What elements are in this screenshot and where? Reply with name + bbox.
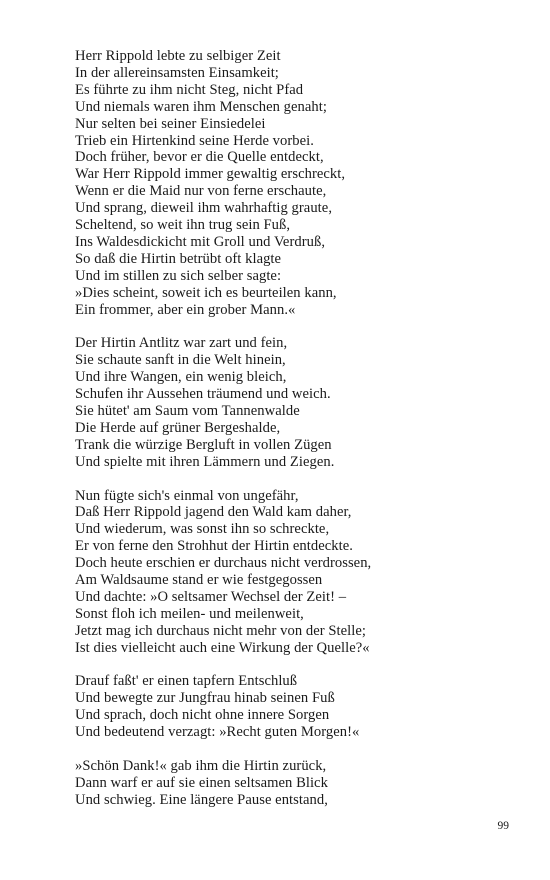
poem-line: War Herr Rippold immer gewaltig erschreckt, [75,166,346,183]
poem-line: Wenn er die Maid nur von ferne erschaute, [75,183,327,200]
poem-line: Dann warf er auf sie einen seltsamen Blick [75,774,328,791]
poem-line: Doch früher, bevor er die Quelle entdeckt, [75,149,324,166]
poem-line: Nun fügte sich's einmal von ungefähr, [75,487,299,504]
poem-line: Trank die würzige Bergluft in vollen Zügen [75,436,332,453]
poem-line: Daß Herr Rippold jagend den Wald kam daher, [75,504,352,521]
poem-line: Scheltend, so weit ihn trug sein Fuß, [75,217,291,234]
poem-line: Und niemals waren ihm Menschen genaht; [75,98,327,115]
poem-line: Und sprang, dieweil ihm wahrhaftig graute, [75,200,333,217]
poem-text [75,48,515,826]
poem-line: Und dachte: »O seltsamer Wechsel der Zeit! – [75,588,347,605]
poem-line: Und bewegte zur Jungfrau hinab seinen Fuß [75,690,335,707]
poem-line: Und wiederum, was sonst ihn so schreckte, [75,521,330,538]
poem-line: Der Hirtin Antlitz war zart und fein, [75,335,288,352]
poem-line: Und ihre Wangen, ein wenig bleich, [75,369,287,386]
poem-line: Sie hütet' am Saum vom Tannenwalde [75,403,300,420]
poem-line: Ein frommer, aber ein grober Mann.« [75,301,296,318]
poem-line: Und spielte mit ihren Lämmern und Ziegen. [75,453,335,470]
poem-line: Sie schaute sanft in die Welt hinein, [75,352,286,369]
poem-line: Drauf faßt' er einen tapfern Entschluß [75,673,298,690]
poem-line: Die Herde auf grüner Bergeshalde, [75,419,281,436]
stanza-5 [75,758,515,809]
poem-line: Nur selten bei seiner Einsiedelei [75,115,266,132]
stanza-4 [75,673,515,741]
poem-line: Sonst floh ich meilen- und meilenweit, [75,605,304,622]
poem-line: Doch heute erschien er durchaus nicht verdrossen, [75,555,372,572]
poem-line: Ist dies vielleicht auch eine Wirkung der Quelle?« [75,639,370,656]
poem-line: Ins Waldesdickicht mit Groll und Verdruß, [75,233,326,250]
poem-line: Herr Rippold lebte zu selbiger Zeit [75,48,281,64]
poem-line: Schufen ihr Aussehen träumend und weich. [75,386,331,403]
poem-line: Und sprach, doch nicht ohne innere Sorgen [75,707,330,724]
poem-line: Und bedeutend verzagt: »Recht guten Morgen!« [75,724,360,741]
poem-line: Und im stillen zu sich selber sagte: [75,267,282,284]
stanza-3 [75,488,515,657]
poem-line: Jetzt mag ich durchaus nicht mehr von der Stelle; [75,622,366,639]
stanza-2 [75,335,515,470]
page-number: 99 [497,820,509,832]
poem-line: Er von ferne den Strohhut der Hirtin entdeckte. [75,538,353,555]
poem-line: Am Waldsaume stand er wie festgegossen [75,572,323,589]
poem-line: Es führte zu ihm nicht Steg, nicht Pfad [75,81,304,98]
poem-line: »Schön Dank!« gab ihm die Hirtin zurück, [75,758,327,774]
poem-line: Und schwieg. Eine längere Pause entstand, [75,791,328,808]
stanza-1 [75,48,515,319]
poem-line: So daß die Hirtin betrübt oft klagte [75,250,282,267]
poem-line: In der allereinsamsten Einsamkeit; [75,64,279,81]
poem-line: »Dies scheint, soweit ich es beurteilen kann, [75,284,337,301]
poem-line: Trieb ein Hirtenkind seine Herde vorbei. [75,132,314,149]
